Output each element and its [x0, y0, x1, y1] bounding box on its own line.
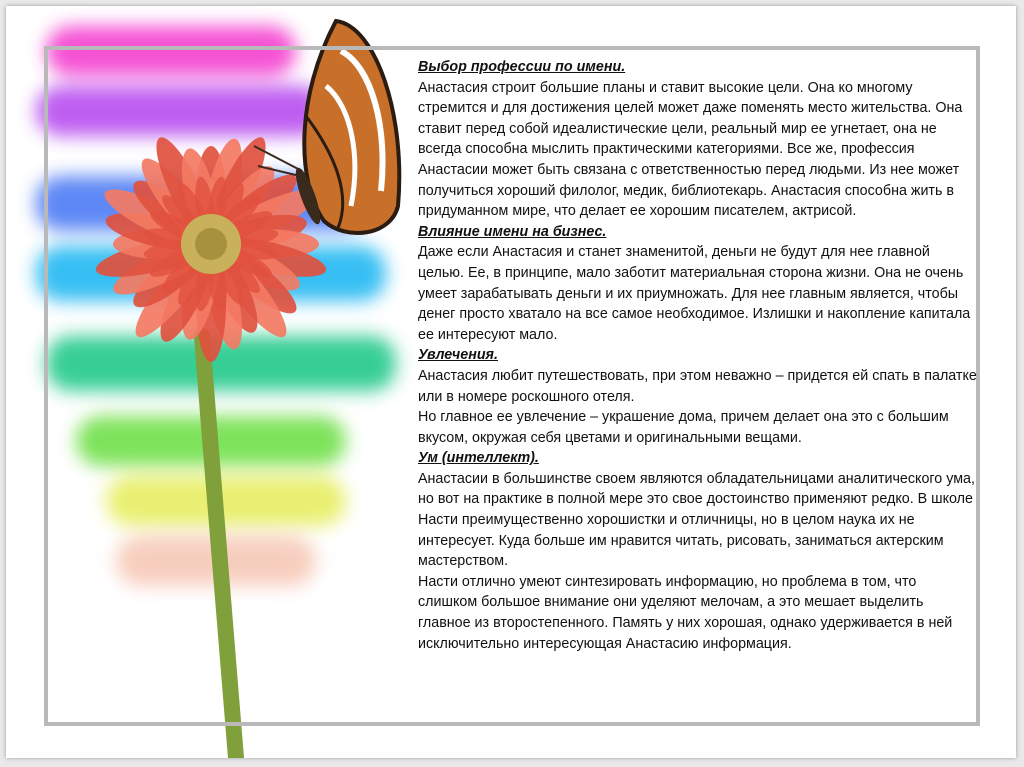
paragraph-hobbies-2: Но главное ее увлечение – украшение дома, причем делает она это с большим вкусом, окружая себя цветами и оригинальными вещами. — [418, 409, 949, 446]
paragraph-intellect-1: Анастасии в большинстве своем являются обладательницами аналитического ума, но вот на практике в полной мере это свое достоинство применяют редко. В школе Насти преимущественно хорошистки и отличницы, но в целом наука их не интересует. Куда больше им нравится читать, рисовать, заниматься актерским мастерством. — [418, 470, 975, 570]
paragraph-hobbies-1: Анастасия любит путешествовать, при этом неважно – придется ей спать в палатке или в номере роскошного отеля. — [418, 367, 977, 405]
paragraph-intellect-2: Насти отлично умеют синтезировать информацию, но проблема в том, что слишком большое внимание они уделяют мелочам, а это мешает выделить главное из второстепенного. Память у них хорошая, однако удерживается в ней исключительно интересующая Анастасию информация. — [418, 573, 953, 652]
heading-business: Влияние имени на бизнес. — [418, 223, 607, 240]
heading-hobbies: Увлечения. — [418, 347, 498, 364]
text-block — [418, 57, 978, 654]
paragraph-profession: Анастасия строит большие планы и ставит высокие цели. Она ко многому стремится и для достижения целей может даже поменять место жительства. Она ставит перед собой идеалистические цели, реальный мир ее угнетает, она не всегда способна мыслить практическими категориями. Все же, профессия Анастасии может быть связана с ответственностью перед людьми. Из нее может получиться хороший филолог, медик, библиотекарь. Анастасия способна жить в придуманном мире, что делает ее хорошим писателем, актрисой. — [418, 79, 963, 220]
slide — [6, 6, 1016, 758]
heading-intellect: Ум (интеллект). — [418, 450, 539, 467]
heading-profession: Выбор профессии по имени. — [418, 59, 626, 75]
paragraph-business: Даже если Анастасия и станет знаменитой, деньги не будут для нее главной целью. Ее, в принципе, мало заботит материальная сторона жизни. Она не очень умеет зарабатывать деньги и их приумножать. Для нее главным является, чтобы денег просто хватало на все самое необходимое. Излишки и накопление капитала ее интересуют мало. — [418, 244, 971, 343]
